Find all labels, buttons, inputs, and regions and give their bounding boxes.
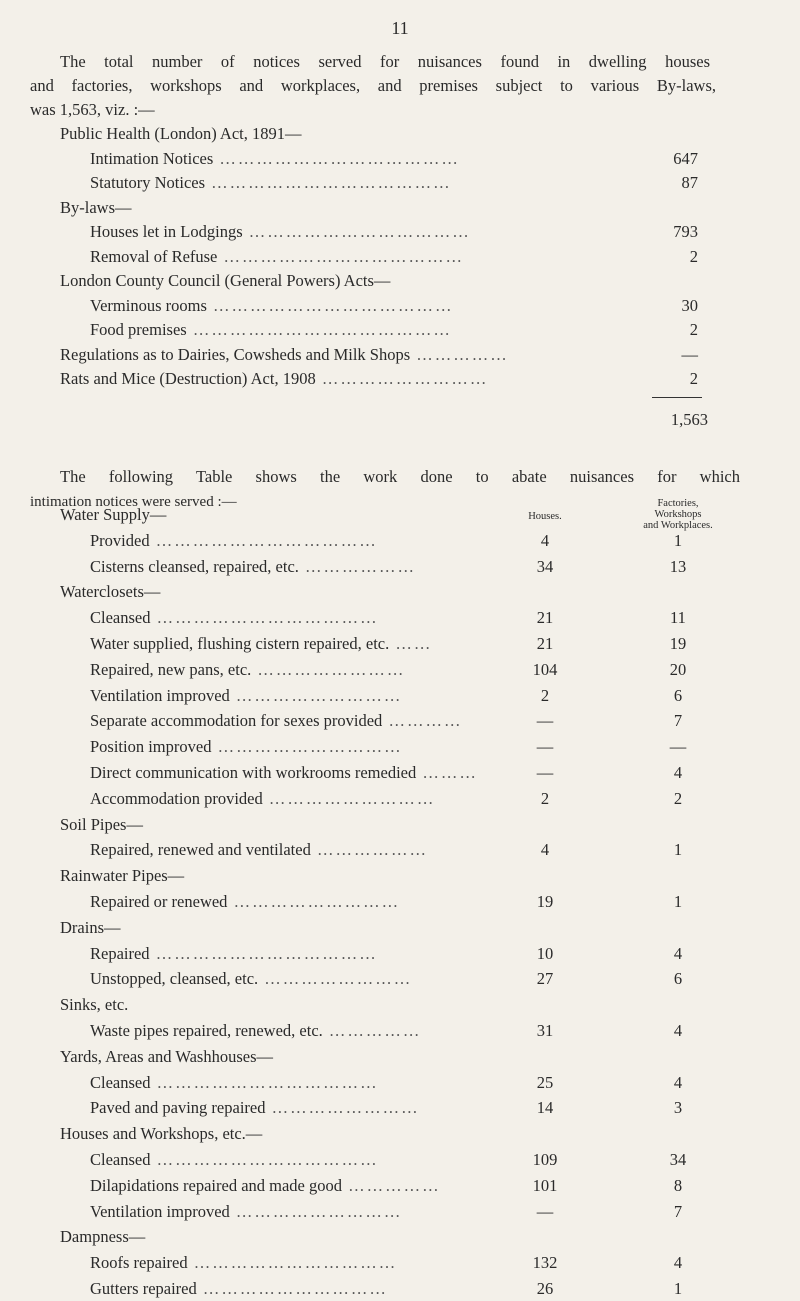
leader-dots: ……………………… [229,1201,403,1221]
cell-factories: 6 [673,969,683,989]
table-section-heading: Waterclosets— [60,582,161,602]
table-row [90,658,405,682]
cell-factories: 4 [673,943,683,963]
cell-houses: 2 [540,685,550,705]
table-row-label: Provided [90,530,150,550]
cell-factories: 4 [673,763,683,782]
cell-factories: 19 [669,634,687,653]
notice-label: Intimation Notices [90,148,214,168]
table-row [90,942,378,966]
notice-value: 793 [673,222,698,241]
table-row-label: Cisterns cleansed, repaired, etc. [90,556,299,576]
table-row-label: Cleansed [90,1072,151,1092]
cell-houses: — [536,737,554,757]
table-row-label: Paved and paving repaired [90,1098,266,1118]
table-intro-line: intimation notices were served :— [30,494,237,510]
table-row-label: Cleansed [90,1150,151,1169]
cell-houses: 14 [536,1098,554,1118]
leader-dots: ……………………… [227,892,401,911]
cell-factories: 1 [673,530,683,550]
notice-value: 647 [673,148,698,168]
cell-houses: — [536,763,554,782]
leader-dots: ……………………………… [150,1072,379,1092]
notice-value: 87 [681,173,698,192]
notice-label: Statutory Notices [90,173,206,192]
table-section-heading: Dampness— [60,1227,146,1247]
table-row [90,1071,379,1095]
leader-dots: ……………………… [229,685,403,705]
leader-dots: ………………………………… [213,148,460,168]
table-row [90,890,400,914]
table-section-heading: Yards, Areas and Washhouses— [60,1046,274,1066]
cell-houses: 26 [536,1279,554,1298]
table-row-label: Repaired, new pans, etc. [90,659,252,679]
table-row [90,1174,441,1198]
notice-value: 2 [689,369,698,388]
table-row [90,735,403,759]
table-row-label: Ventilation improved [90,1201,230,1221]
table-row [90,787,435,811]
table-row [90,761,478,785]
cell-factories: 4 [673,1021,683,1040]
leader-dots: ……………………………… [150,608,379,628]
cell-houses: 31 [536,1021,554,1040]
table-row-label: Accommodation provided [90,788,263,808]
cell-factories: 3 [673,1098,683,1118]
notice-value: 2 [689,246,698,266]
intro-line: and factories, workshops and workplaces, and premises subject to various By-laws, [30,76,716,95]
cell-houses: 4 [540,530,550,550]
table-row-label: Ventilation improved [90,685,230,705]
leader-dots: ……………………………… [149,530,378,550]
leader-dots: ……………………………… [150,1150,379,1169]
cell-houses: 34 [536,556,554,576]
leader-dots: ………………………… [211,737,403,757]
page-number: 11 [391,18,409,38]
leader-dots: …………………………… [187,1253,398,1273]
leader-dots: ………………………………… [217,246,465,266]
table-section-heading: Houses and Workshops, etc.— [60,1124,263,1144]
notice-value: 30 [681,295,698,315]
table-row [90,529,378,553]
cell-houses: 104 [532,659,558,679]
notice-label: Houses let in Lodgings [90,222,243,241]
table-row [90,684,402,708]
table-row-label: Dilapidations repaired and made good [90,1175,343,1195]
table-row-label: Water supplied, flushing cistern repaired, etc. [90,634,390,653]
intro-line: The total number of notices served for nuisances found in dwelling houses [60,52,710,71]
leader-dots: ……………………… [262,788,436,808]
cell-factories: 4 [673,1253,683,1273]
leader-dots: …………………………………… [186,320,452,339]
column-header-factories: Factories, [657,498,699,509]
column-header-factories: and Workplaces. [643,520,713,531]
table-row [90,967,412,991]
notice-item [90,147,460,171]
column-header-factories: Workshops [654,509,702,520]
leader-dots: ……………………………… [242,222,471,241]
notice-item [60,343,509,367]
cell-houses: — [536,1201,554,1221]
leader-dots: …………… [410,344,509,364]
table-row-label: Waste pipes repaired, renewed, etc. [90,1021,323,1040]
notice-label: Food premises [90,320,187,339]
leader-dots: ……………… [310,840,428,860]
table-row-label: Repaired or renewed [90,892,228,911]
table-row [90,632,432,656]
table-row [90,1277,388,1301]
leader-dots: ……… [416,763,478,782]
table-row [90,1096,420,1120]
notice-item [90,294,454,318]
leader-dots: …… [389,634,433,653]
leader-dots: ……………………………… [149,943,378,963]
cell-factories: 13 [669,556,687,576]
cell-houses: 21 [536,634,554,653]
cell-houses: 27 [536,969,554,989]
cell-houses: 25 [536,1072,554,1092]
notice-total: 1,563 [670,409,708,429]
cell-factories: 7 [673,1201,683,1221]
notice-label: Rats and Mice (Destruction) Act, 1908 [60,369,316,388]
table-row-label: Repaired, renewed and ventilated [90,840,311,860]
cell-factories: 20 [669,659,687,679]
table-row-label: Unstopped, cleansed, etc. [90,969,259,989]
cell-houses: 2 [540,788,550,808]
cell-houses: 21 [536,608,554,628]
leader-dots: ………… [382,711,463,731]
cell-houses: 109 [532,1150,558,1169]
table-row-label: Cleansed [90,608,151,628]
table-section-heading: Water Supply— [60,505,167,524]
table-row-label: Gutters repaired [90,1279,197,1298]
leader-dots: …………………… [251,659,406,679]
leader-dots: ……………………… [315,369,489,388]
notice-heading: London County Council (General Powers) Acts— [60,271,391,290]
leader-dots: ……………… [298,556,417,576]
notice-label: Verminous rooms [90,295,207,315]
cell-factories: — [669,737,687,757]
table-row [90,1019,421,1043]
table-section-heading: Soil Pipes— [60,814,143,834]
leader-dots: …………… [322,1021,422,1040]
cell-factories: 4 [673,1072,683,1092]
cell-houses: 101 [532,1175,558,1195]
table-section-heading: Sinks, etc. [60,995,129,1015]
leader-dots: …………………… [265,1098,420,1118]
cell-factories: 1 [673,840,683,860]
column-header-houses: Houses. [528,511,562,522]
notice-item [90,171,452,195]
leader-dots: …………… [342,1175,441,1195]
table-row-label: Separate accommodation for sexes provided [90,711,383,731]
table-section-heading: Rainwater Pipes— [60,866,185,886]
table-row-label: Position improved [90,737,212,757]
notice-value: 2 [689,320,698,339]
table-row [90,606,379,630]
table-row-label: Direct communication with workrooms remedied [90,763,417,782]
cell-houses: 132 [532,1253,558,1273]
notice-item [60,367,488,391]
notice-item [90,245,464,269]
table-row [90,1251,397,1275]
cell-houses: — [536,711,554,731]
cell-factories: 1 [673,1279,683,1298]
cell-factories: 7 [673,711,683,731]
table-intro-line: The following Table shows the work done to abate nuisances for which [60,467,740,486]
total-rule [652,397,702,398]
table-section-heading: Drains— [60,917,121,937]
cell-houses: 19 [536,892,554,911]
table-row-label: Roofs repaired [90,1253,188,1273]
cell-houses: 10 [536,943,554,963]
leader-dots: …………………… [258,969,413,989]
leader-dots: ………………………………… [205,173,452,192]
table-row [90,1200,402,1224]
table-row [90,555,416,579]
leader-dots: ………………………… [196,1279,388,1298]
notice-item [90,220,471,244]
cell-factories: 2 [673,788,683,808]
table-row-label: Repaired [90,943,150,963]
table-row [90,838,428,862]
cell-factories: 6 [673,685,683,705]
cell-houses: 4 [540,840,550,860]
table-row [90,1148,379,1172]
cell-factories: 34 [669,1150,687,1169]
notice-value: — [681,344,698,364]
notice-heading: By-laws— [60,197,132,217]
notice-label: Regulations as to Dairies, Cowsheds and Milk Shops [60,344,411,364]
table-row [90,709,462,733]
notice-item [90,318,452,342]
cell-factories: 11 [670,608,686,628]
cell-factories: 1 [673,892,683,911]
notice-label: Removal of Refuse [90,246,218,266]
notice-heading: Public Health (London) Act, 1891— [60,124,302,143]
intro-line: was 1,563, viz. :— [30,100,155,119]
leader-dots: ………………………………… [206,295,454,315]
cell-factories: 8 [673,1175,683,1195]
